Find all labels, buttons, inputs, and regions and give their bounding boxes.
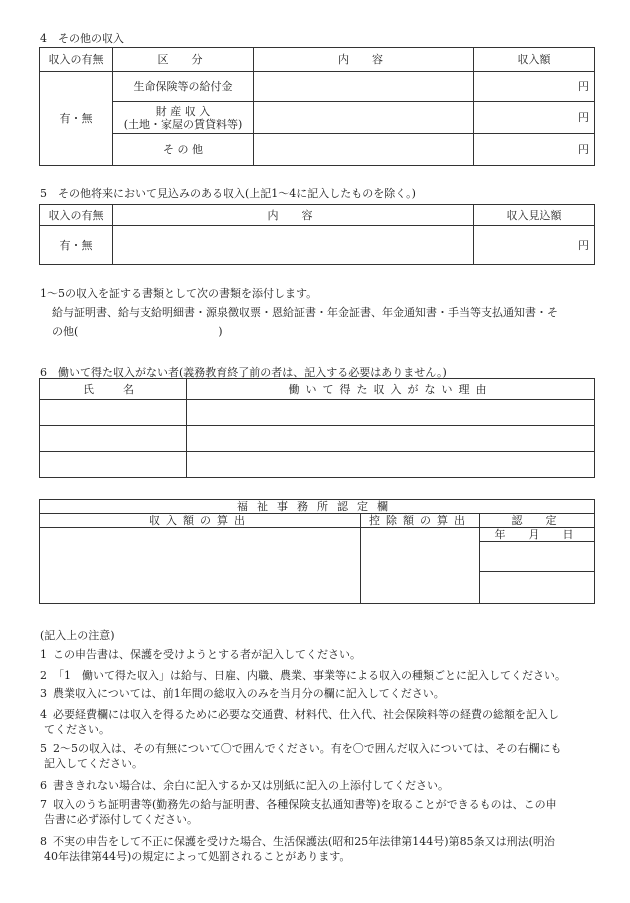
amount-field[interactable] bbox=[474, 134, 595, 166]
reason-header: 働いて得た収入がない理由 bbox=[187, 379, 595, 400]
note-text: この申告書は、保護を受けようとする者が記入してください。 bbox=[53, 648, 361, 661]
note-item bbox=[40, 707, 600, 737]
deduction-calc-field[interactable] bbox=[361, 528, 480, 604]
content-field[interactable] bbox=[113, 226, 474, 265]
note-continuation: 40年法律第44号)の規定によって処罰されることがあります。 bbox=[44, 850, 351, 863]
section4-title: 4 その他の収入 bbox=[40, 32, 124, 45]
yen-unit: 円 bbox=[578, 111, 589, 124]
note-item bbox=[40, 778, 600, 793]
welfare-title: 福祉事務所認定欄 bbox=[40, 500, 595, 514]
approval-date: 年 月 日 bbox=[480, 528, 595, 542]
approval-header: 認 定 bbox=[480, 514, 595, 528]
approval-field[interactable] bbox=[480, 572, 595, 604]
note-number: 5 bbox=[40, 742, 47, 755]
content-field[interactable] bbox=[254, 102, 474, 134]
presence-choice[interactable]: 有・無 bbox=[40, 226, 113, 265]
note-continuation: 記入してください。 bbox=[44, 757, 143, 770]
note-item bbox=[40, 686, 600, 701]
presence-header: 収入の有無 bbox=[40, 48, 113, 72]
content-field[interactable] bbox=[254, 134, 474, 166]
expected-income-table bbox=[39, 204, 595, 265]
note-item bbox=[40, 647, 600, 662]
content-header: 内 容 bbox=[113, 205, 474, 226]
note-text: 不実の申告をして不正に保護を受けた場合、生活保護法(昭和25年法律第144号)第85条又は刑法(明治 bbox=[53, 835, 555, 848]
welfare-approval-table bbox=[39, 499, 595, 604]
name-field[interactable] bbox=[40, 400, 187, 426]
content-header: 内 容 bbox=[254, 48, 474, 72]
note-text: 2〜5の収入は、その有無について〇で囲んでください。有を〇で囲んだ収入については、その右欄にも bbox=[53, 742, 562, 755]
content-field[interactable] bbox=[254, 72, 474, 102]
attachments-intro: 1〜5の収入を証する書類として次の書類を添付します。 bbox=[40, 287, 318, 300]
name-field[interactable] bbox=[40, 452, 187, 478]
note-text: 「1 働いて得た収入」は給与、日雇、内職、農業、事業等による収入の種類ごとに記入してください。 bbox=[53, 669, 566, 682]
amount-header: 収入額 bbox=[474, 48, 595, 72]
note-number: 8 bbox=[40, 835, 47, 848]
name-field[interactable] bbox=[40, 426, 187, 452]
section6-title: 6 働いて得た収入がない者(義務教育終了前の者は、記入する必要はありません。) bbox=[40, 366, 447, 379]
notes-heading: (記入上の注意) bbox=[40, 629, 115, 642]
income-calc-header: 収入額の算出 bbox=[40, 514, 361, 528]
note-text: 収入のうち証明書等(勤務先の給与証明書、各種保険支払通知書等)を取ることができるものは、この申 bbox=[53, 798, 557, 811]
category-life-insurance: 生命保険等の給付金 bbox=[113, 72, 254, 102]
attachments-list: 給与証明書、給与支給明細書・源泉徴収票・恩給証書・年金証書、年金通知書・手当等支払通知書・そ bbox=[52, 306, 558, 319]
note-text: 書ききれない場合は、余白に記入するか又は別紙に記入の上添付してください。 bbox=[53, 779, 449, 792]
approval-field[interactable] bbox=[480, 542, 595, 572]
note-number: 6 bbox=[40, 779, 47, 792]
note-number: 7 bbox=[40, 798, 47, 811]
reason-field[interactable] bbox=[187, 426, 595, 452]
deduction-calc-header: 控除額の算出 bbox=[361, 514, 480, 528]
section5-title: 5 その他将来において見込みのある収入(上記1〜4に記入したものを除く。) bbox=[40, 187, 416, 200]
note-number: 4 bbox=[40, 708, 47, 721]
category-property-label: 財 産 収 入 bbox=[155, 104, 211, 118]
other-income-table bbox=[39, 47, 595, 166]
note-item bbox=[40, 668, 600, 683]
attachments-other-prefix: の他( bbox=[52, 325, 79, 338]
yen-unit: 円 bbox=[578, 238, 589, 252]
expected-amount-field[interactable] bbox=[474, 226, 595, 265]
note-continuation: 告書に必ず添付してください。 bbox=[44, 813, 198, 826]
category-header: 区 分 bbox=[113, 48, 254, 72]
note-number: 1 bbox=[40, 648, 47, 661]
category-property-sub: (土地・家屋の賃貸料等) bbox=[123, 117, 243, 131]
name-header: 氏 名 bbox=[40, 379, 187, 400]
no-income-table bbox=[39, 378, 595, 478]
attachments-other-suffix: ) bbox=[218, 325, 223, 338]
amount-field[interactable] bbox=[474, 72, 595, 102]
reason-field[interactable] bbox=[187, 452, 595, 478]
note-continuation: てください。 bbox=[44, 723, 110, 736]
note-item bbox=[40, 797, 600, 827]
note-text: 必要経費欄には収入を得るために必要な交通費、材料代、仕入代、社会保険料等の経費の総額を記入し bbox=[53, 708, 559, 721]
reason-field[interactable] bbox=[187, 400, 595, 426]
yen-unit: 円 bbox=[578, 80, 589, 93]
expected-amount-header: 収入見込額 bbox=[474, 205, 595, 226]
note-number: 3 bbox=[40, 687, 47, 700]
category-property-income bbox=[113, 102, 254, 134]
presence-header: 収入の有無 bbox=[40, 205, 113, 226]
note-text: 農業収入については、前1年間の総収入のみを当月分の欄に記入してください。 bbox=[53, 687, 445, 700]
yen-unit: 円 bbox=[578, 143, 589, 156]
note-number: 2 bbox=[40, 669, 47, 682]
income-calc-field[interactable] bbox=[40, 528, 361, 604]
note-item bbox=[40, 741, 600, 771]
amount-field[interactable] bbox=[474, 102, 595, 134]
attachments-other bbox=[52, 324, 223, 340]
category-other: そ の 他 bbox=[113, 134, 254, 166]
presence-choice[interactable]: 有・無 bbox=[40, 72, 113, 166]
note-item bbox=[40, 834, 600, 864]
